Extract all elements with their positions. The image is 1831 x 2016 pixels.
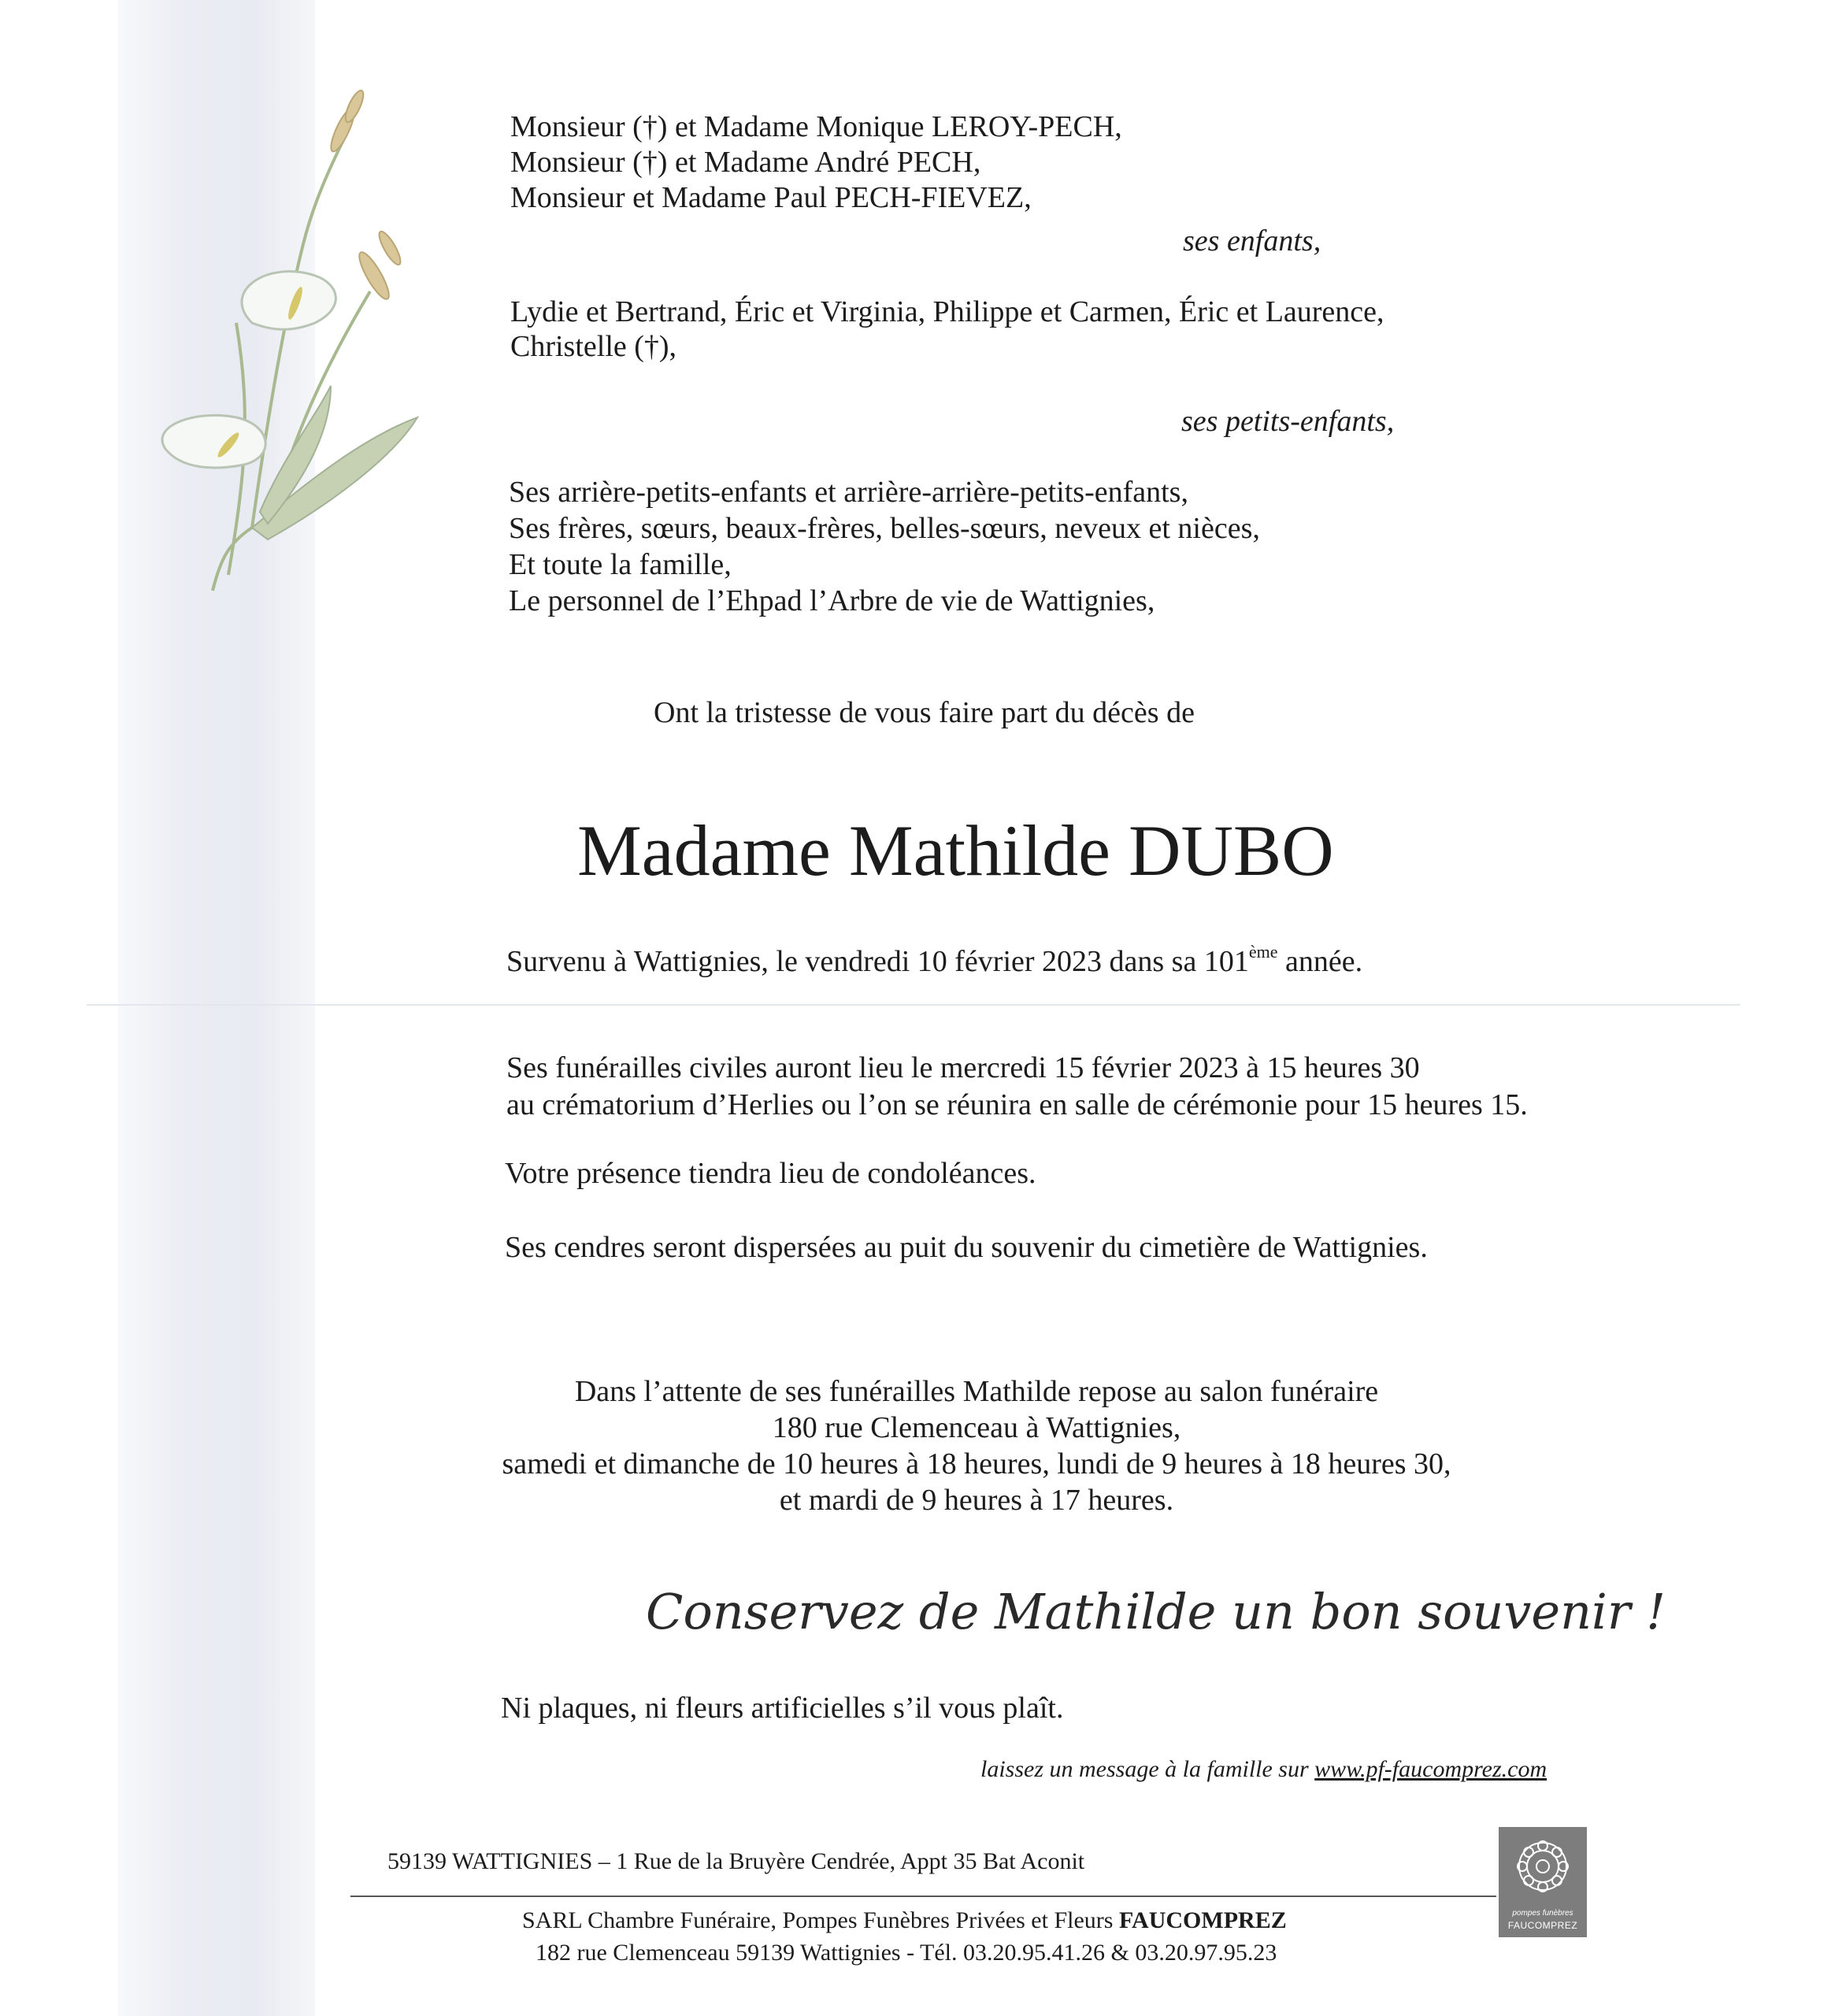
children-line-2: Monsieur (†) et Madame André PECH, [510,146,981,179]
viewing-line-1: Dans l’attente de ses funérailles Mathilde repose au salon funéraire [574,1375,1379,1408]
ceremony-line-2: au crématorium d’Herlies ou l’on se réunira en salle de cérémonie pour 15 heures 15. [506,1088,1528,1121]
no-flowers-note: Ni plaques, ni fleurs artificielles s’il vous plaît. [501,1692,1064,1725]
others-line-1: Ses arrière-petits-enfants et arrière-arrière-petits-enfants, [509,476,1188,509]
company-name: FAUCOMPREZ [1118,1907,1287,1933]
logo-subtitle: pompes funèbres [1512,1909,1573,1918]
condolences-text: Votre présence tiendra lieu de condoléances. [505,1157,1036,1190]
closing-script-line: Conservez de Mathilde un bon souvenir ! [646,1583,1666,1640]
company-prefix: SARL Chambre Funéraire, Pompes Funèbres Privées et Fleurs [522,1907,1119,1933]
deceased-name: Madame Mathilde DUBO [577,810,1334,891]
children-line-1: Monsieur (†) et Madame Monique LEROY-PECH, [510,110,1122,143]
death-details-main: Survenu à Wattignies, le vendredi 10 février 2023 dans sa 101 [506,945,1249,978]
grandchildren-line-2: Christelle (†), [510,330,677,363]
family-address: 59139 WATTIGNIES – 1 Rue de la Bruyère Cendrée, Appt 35 Bat Aconit [387,1848,1085,1874]
viewing-line-4: et mardi de 9 heures à 17 heures. [779,1484,1174,1517]
lily-wheat-illustration [134,87,465,622]
website-link[interactable]: www.pf-faucomprez.com [1314,1756,1547,1782]
others-line-4: Le personnel de l’Ehpad l’Arbre de vie de Wattignies, [509,584,1155,617]
viewing-line-3: samedi et dimanche de 10 heures à 18 heures, lundi de 9 heures à 18 heures 30, [502,1447,1451,1480]
company-address: 182 rue Clemenceau 59139 Wattignies - Tél. 03.20.95.41.26 & 03.20.97.95.23 [536,1940,1277,1966]
logo-title: FAUCOMPREZ [1507,1920,1578,1931]
message-line [980,1756,1547,1783]
children-line-3: Monsieur et Madame Paul PECH-FIEVEZ, [510,181,1032,214]
death-details [506,943,1362,980]
viewing-line-2: 180 rue Clemenceau à Wattignies, [772,1411,1181,1444]
faucomprez-logo [1499,1827,1587,1937]
message-prefix: laissez un message à la famille sur [980,1756,1315,1782]
company-line [522,1902,1287,1939]
announcement-intro: Ont la tristesse de vous faire part du décès de [654,696,1195,729]
death-details-sup: ème [1248,942,1278,962]
rosette-icon [1499,1827,1587,1906]
others-line-3: Et toute la famille, [509,548,732,581]
others-line-2: Ses frères, sœurs, beaux-frères, belles-sœurs, neveux et nièces, [509,512,1260,545]
paper-fold-line [87,1004,1740,1006]
footer-divider [350,1896,1496,1897]
death-details-suffix: année. [1277,945,1363,978]
ceremony-line-1: Ses funérailles civiles auront lieu le mercredi 15 février 2023 à 15 heures 30 [506,1051,1420,1084]
grandchildren-label: ses petits-enfants, [1181,405,1395,438]
grandchildren-line-1: Lydie et Bertrand, Éric et Virginia, Philippe et Carmen, Éric et Laurence, [510,295,1384,328]
ashes-text: Ses cendres seront dispersées au puit du souvenir du cimetière de Wattignies. [505,1231,1428,1264]
children-label: ses enfants, [1183,224,1321,258]
